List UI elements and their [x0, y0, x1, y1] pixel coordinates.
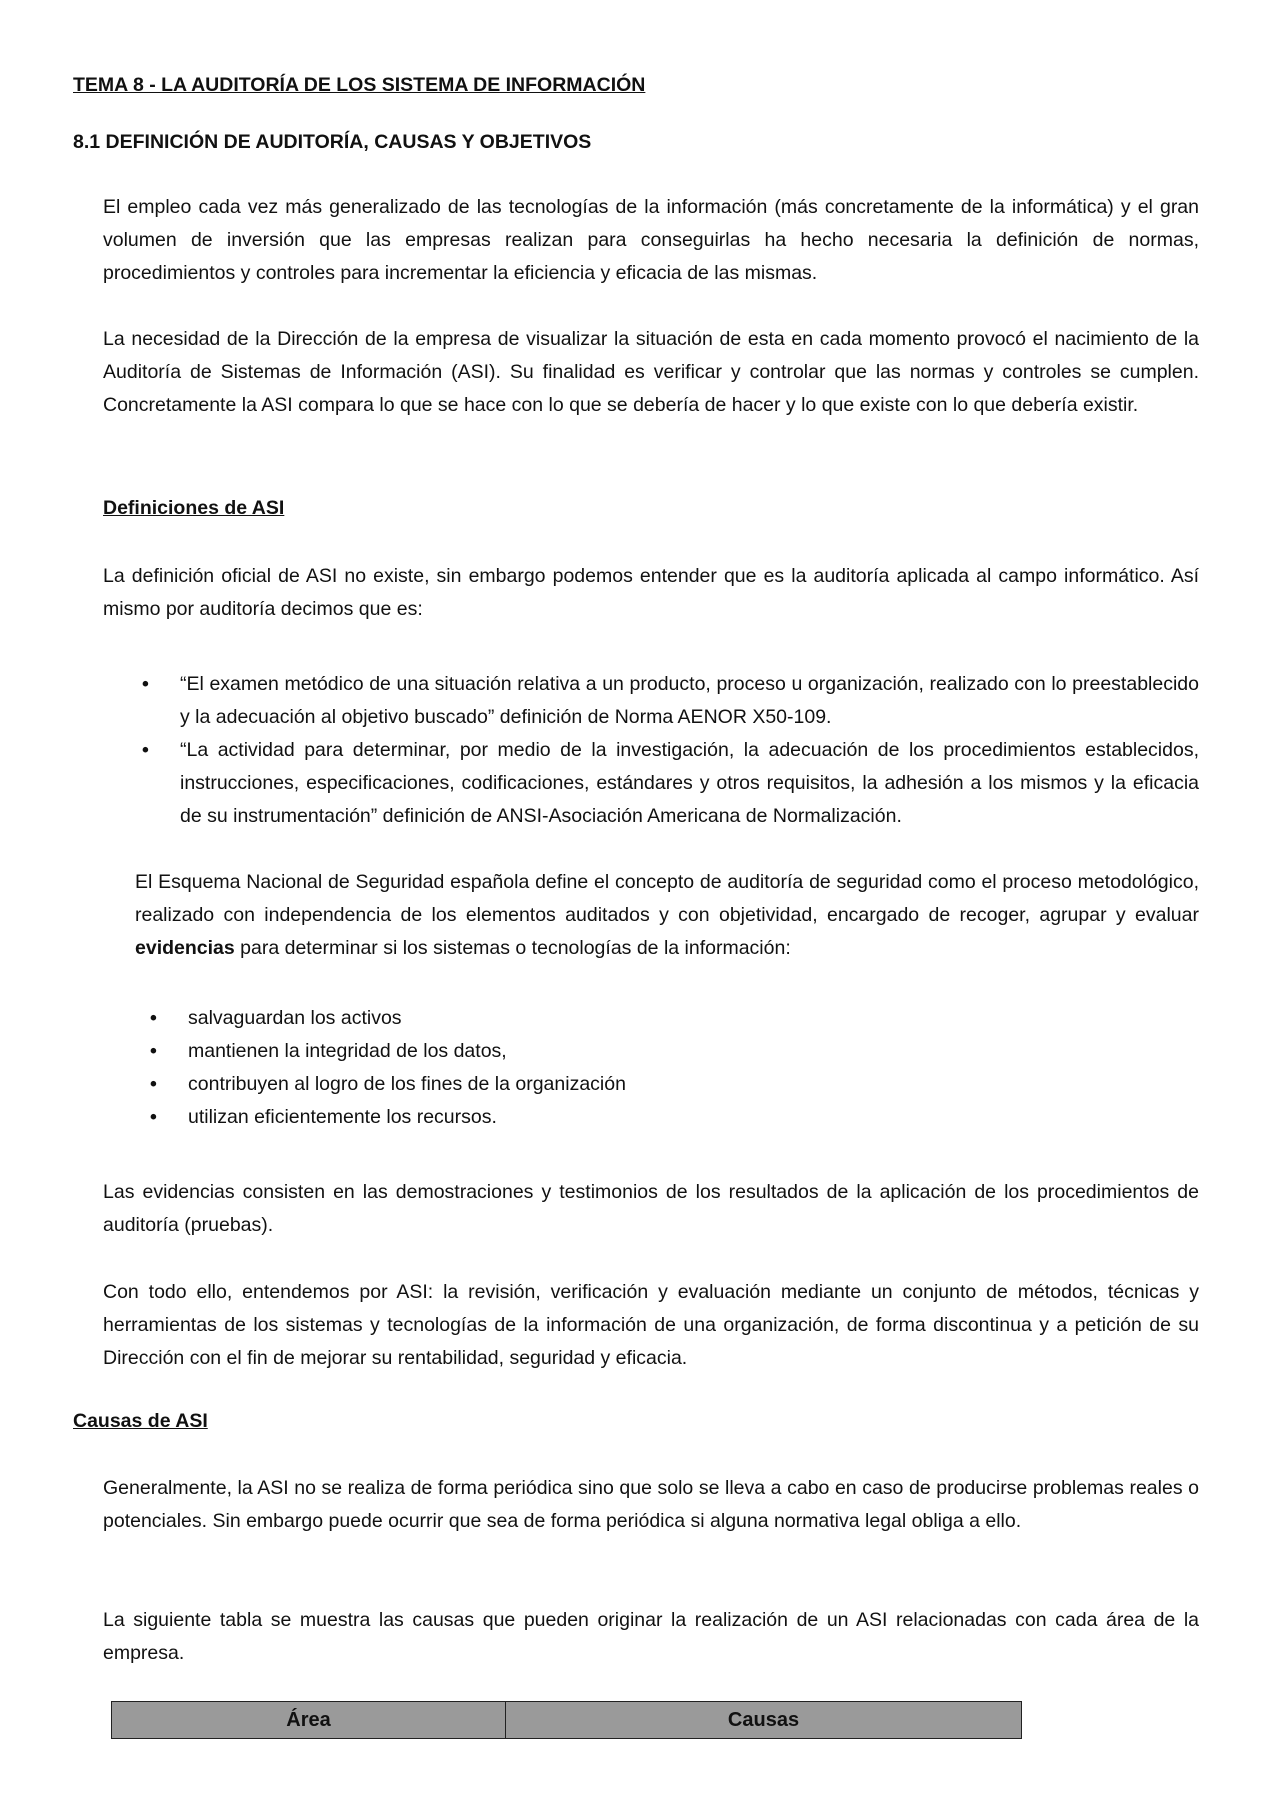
paragraph-definition: La definición oficial de ASI no existe, sin embargo podemos entender que es la auditoría aplicada al campo informático. Así mismo por auditoría decimos que es:	[103, 565, 1199, 620]
list-item-text: “La actividad para determinar, por medio de la investigación, la adecuación de los procedimientos establecidos, instrucciones, especificaciones, codificaciones, estándares y otros requisitos, la adhesión a los mismos y la eficacia de su instrumentación” definición de ANSI-Asociación Americana de Normalización.	[180, 739, 1199, 827]
bullet-icon: •	[150, 1073, 157, 1095]
ens-text: El Esquema Nacional de Seguridad española define el concepto de auditoría de seguridad como el proceso metodológico, realizado con independencia de los elementos auditados y con objetividad, encargado de recoger, agrupar y evaluar	[135, 871, 1199, 926]
ens-bold-term: evidencias	[135, 937, 235, 959]
bullet-icon: •	[142, 673, 149, 695]
list-item	[150, 1068, 1088, 1101]
ens-text-end: para determinar si los sistemas o tecnologías de la información:	[234, 937, 791, 959]
paragraph-tabla-intro: La siguiente tabla se muestra las causas que pueden originar la realización de un ASI relacionadas con cada área de la empresa.	[103, 1609, 1199, 1664]
list-item-text: contribuyen al logro de los fines de la organización	[188, 1073, 626, 1095]
paragraph-evidencias: Las evidencias consisten en las demostraciones y testimonios de los resultados de la aplicación de los procedimientos de auditoría (pruebas).	[103, 1181, 1199, 1236]
bullet-icon: •	[150, 1106, 157, 1128]
definitions-list	[142, 668, 1199, 833]
list-item	[142, 734, 1199, 833]
bullet-icon: •	[150, 1007, 157, 1029]
list-item	[150, 1035, 1088, 1068]
bullet-icon: •	[150, 1040, 157, 1062]
paragraph-asi-origin: La necesidad de la Dirección de la empresa de visualizar la situación de esta en cada momento provocó el nacimiento de la Auditoría de Sistemas de Información (ASI). Su finalidad es verificar y controlar que las normas y controles se cumplen. Concretamente la ASI compara lo que se hace con lo que se debería de hacer y lo que existe con lo que debería existir.	[103, 328, 1199, 416]
paragraph-ens	[135, 866, 1199, 965]
list-item-text: mantienen la integridad de los datos,	[188, 1040, 507, 1062]
list-item	[150, 1002, 1088, 1035]
list-item-text: salvaguardan los activos	[188, 1007, 402, 1029]
evidence-list	[150, 1002, 1088, 1134]
table-header-causas: Causas	[727, 1708, 800, 1731]
list-item	[150, 1101, 1088, 1134]
list-item-text: “El examen metódico de una situación relativa a un producto, proceso u organización, realizado con lo preestablecido y la adecuación al objetivo buscado” definición de Norma AENOR X50-109.	[180, 673, 1199, 728]
paragraph-intro: El empleo cada vez más generalizado de las tecnologías de la información (más concretamente de la informática) y el gran volumen de inversión que las empresas realizan para conseguirlas ha hecho necesaria la definición de normas, procedimientos y controles para incrementar la eficiencia y eficacia de las mismas.	[103, 196, 1199, 284]
table-header-area: Área	[112, 1702, 506, 1738]
list-item-text: utilizan eficientemente los recursos.	[188, 1106, 497, 1128]
paragraph-asi-definition: Con todo ello, entendemos por ASI: la revisión, verificación y evaluación mediante un conjunto de métodos, técnicas y herramientas de los sistemas y tecnologías de la información de una organización, de forma discontinua y a petición de su Dirección con el fin de mejorar su rentabilidad, seguridad y eficacia.	[103, 1281, 1199, 1369]
causas-heading: Causas de ASI	[73, 1410, 208, 1432]
document-title: TEMA 8 - LA AUDITORÍA DE LOS SISTEMA DE INFORMACIÓN	[73, 74, 646, 96]
definiciones-heading: Definiciones de ASI	[103, 497, 285, 519]
section-heading: 8.1 DEFINICIÓN DE AUDITORÍA, CAUSAS Y OBJETIVOS	[73, 131, 592, 153]
list-item	[142, 668, 1199, 734]
causes-table-header	[111, 1701, 1022, 1739]
bullet-icon: •	[142, 739, 149, 761]
paragraph-causas: Generalmente, la ASI no se realiza de forma periódica sino que solo se lleva a cabo en caso de producirse problemas reales o potenciales. Sin embargo puede ocurrir que sea de forma periódica si alguna normativa legal obliga a ello.	[103, 1477, 1199, 1532]
